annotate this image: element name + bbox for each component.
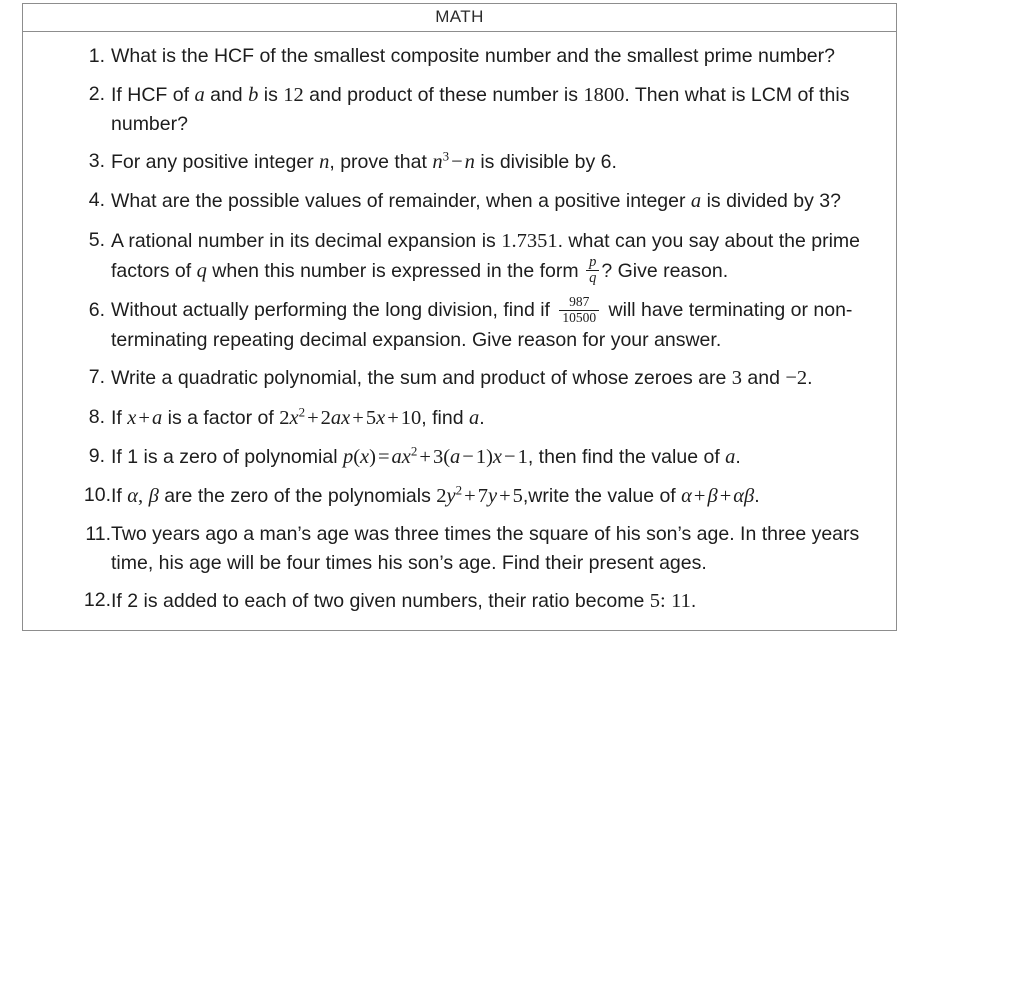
text-fragment: What are the possible values of remainder, when a positive integer bbox=[111, 190, 691, 213]
text-fragment: If bbox=[111, 484, 128, 507]
subject-title: MATH bbox=[23, 4, 897, 32]
math-comma: , bbox=[138, 484, 144, 507]
math-number-1: 1 bbox=[475, 445, 487, 468]
text-fragment: , prove that bbox=[329, 151, 433, 174]
math-variable-x: x bbox=[127, 406, 137, 429]
text-fragment: . what can you say about the prime factors of bbox=[111, 229, 860, 282]
math-exponent: 2 bbox=[410, 443, 418, 459]
fraction-denominator: q bbox=[589, 270, 597, 286]
text-fragment: and bbox=[204, 83, 249, 106]
text-fragment: For any positive integer bbox=[111, 151, 320, 174]
text-fragment: Write a quadratic polynomial, the sum and product of whose zeroes are bbox=[111, 367, 732, 390]
math-variable-a: a bbox=[725, 445, 736, 468]
math-variable-y: y bbox=[446, 484, 456, 507]
text-fragment: , then find the value of bbox=[527, 445, 726, 468]
math-operator-plus: + bbox=[719, 484, 732, 507]
question-item-10 bbox=[33, 481, 878, 511]
question-number-12: 12. bbox=[83, 589, 111, 612]
question-text-8 bbox=[111, 404, 485, 429]
text-fragment: If bbox=[111, 406, 128, 429]
math-fraction-p-over-q bbox=[586, 255, 599, 286]
question-list bbox=[33, 42, 878, 616]
math-operator-plus: + bbox=[499, 484, 511, 507]
math-coefficient: 3 bbox=[432, 445, 444, 468]
text-fragment: is a factor of bbox=[162, 406, 280, 429]
table-body-row bbox=[23, 31, 897, 630]
question-item-6 bbox=[33, 296, 878, 354]
question-item-2 bbox=[33, 80, 878, 139]
question-item-12 bbox=[33, 586, 878, 616]
text-fragment: , find bbox=[421, 406, 469, 429]
math-variable-ax: ax bbox=[330, 406, 351, 429]
question-text-4 bbox=[111, 190, 841, 212]
math-number-5: 5 bbox=[649, 590, 660, 613]
math-exponent: 2 bbox=[455, 482, 463, 498]
math-operator-plus: + bbox=[693, 484, 706, 507]
math-coefficient: 2 bbox=[436, 484, 447, 507]
math-number-5: 5 bbox=[512, 484, 523, 507]
question-item-11 bbox=[33, 520, 878, 577]
question-item-8 bbox=[33, 403, 878, 433]
question-number-2: 2. bbox=[88, 82, 105, 105]
math-ratio-colon: : bbox=[659, 590, 666, 613]
math-operator-equals: = bbox=[377, 445, 390, 468]
math-fraction-987-over-10500 bbox=[559, 295, 599, 324]
question-number-7: 7. bbox=[88, 366, 105, 389]
math-variable-a: a bbox=[151, 406, 163, 429]
math-variable-ax: ax bbox=[391, 445, 411, 468]
math-variable-x: x bbox=[360, 445, 370, 468]
text-fragment: If 2 is added to each of two given numbers, their ratio become bbox=[111, 590, 650, 613]
text-fragment: . bbox=[807, 367, 813, 390]
question-text-12 bbox=[111, 590, 696, 612]
question-item-9 bbox=[33, 442, 878, 472]
math-operator-minus: − bbox=[462, 445, 474, 468]
math-variable-x: x bbox=[289, 406, 299, 429]
text-fragment: and bbox=[741, 367, 786, 390]
math-operator-plus: + bbox=[352, 406, 364, 429]
question-item-4 bbox=[33, 186, 878, 216]
question-number-6: 6. bbox=[88, 299, 105, 322]
question-number-3: 3. bbox=[88, 150, 105, 173]
math-variable-n: n bbox=[432, 151, 443, 174]
text-fragment: are the zero of the polynomials bbox=[158, 484, 437, 507]
text-fragment: If HCF of bbox=[111, 83, 195, 106]
math-operator-plus: + bbox=[387, 406, 399, 429]
question-number-1: 1. bbox=[88, 44, 105, 67]
math-exponent: 2 bbox=[298, 404, 306, 420]
math-number-minus-2: −2 bbox=[785, 367, 808, 390]
question-number-5: 5. bbox=[88, 228, 105, 251]
math-variable-b: b bbox=[248, 83, 259, 106]
question-number-8: 8. bbox=[88, 405, 105, 428]
math-operator-plus: + bbox=[419, 445, 431, 468]
math-variable-a: a bbox=[450, 445, 461, 468]
text-fragment: . bbox=[754, 484, 760, 507]
question-number-4: 4. bbox=[88, 189, 105, 212]
math-number-1800: 1800 bbox=[583, 83, 625, 106]
fraction-denominator: 10500 bbox=[562, 309, 597, 325]
math-variable-alpha: α bbox=[681, 484, 692, 507]
question-number-11: 11. bbox=[85, 522, 111, 545]
math-variable-beta: β bbox=[148, 484, 159, 507]
math-coefficient: 2 bbox=[279, 406, 290, 429]
fraction-numerator: p bbox=[586, 255, 599, 271]
text-fragment: . Then what is LCM of this number? bbox=[111, 83, 850, 135]
question-item-7 bbox=[33, 363, 878, 393]
math-variable-x: x bbox=[376, 406, 386, 429]
question-text-5 bbox=[111, 229, 860, 286]
math-operator-plus: + bbox=[464, 484, 476, 507]
math-number-3: 3 bbox=[731, 367, 742, 390]
fraction-numerator: 987 bbox=[559, 295, 599, 310]
question-item-1 bbox=[33, 42, 878, 71]
question-table bbox=[22, 3, 897, 631]
math-number-11: 11 bbox=[671, 590, 691, 613]
math-variable-a: a bbox=[690, 190, 702, 213]
question-text-1: What is the HCF of the smallest composite number and the smallest prime number? bbox=[111, 44, 835, 67]
math-variable-alpha: α bbox=[127, 484, 139, 507]
text-fragment: . bbox=[690, 590, 697, 613]
text-fragment: Without actually performing the long division, find if bbox=[111, 299, 556, 322]
text-fragment: . bbox=[735, 445, 741, 468]
math-variable-alpha-beta: αβ bbox=[733, 484, 755, 507]
math-variable-n: n bbox=[464, 151, 475, 174]
question-number-10: 10. bbox=[83, 483, 111, 506]
math-paren-close: ) bbox=[486, 445, 493, 468]
question-text-3 bbox=[111, 148, 617, 174]
math-operator-minus: − bbox=[504, 445, 516, 468]
math-coefficient: 7 bbox=[477, 484, 488, 507]
question-text-10 bbox=[111, 482, 760, 507]
math-variable-a: a bbox=[468, 406, 480, 429]
text-fragment: ,write the value of bbox=[522, 484, 682, 507]
math-number-decimal: 1.7351 bbox=[501, 229, 558, 252]
question-text-6 bbox=[111, 294, 853, 351]
text-fragment: ? Give reason. bbox=[601, 259, 729, 282]
math-variable-beta: β bbox=[707, 484, 718, 507]
math-function-p: p bbox=[342, 445, 354, 468]
math-operator-minus: − bbox=[451, 151, 463, 174]
math-coefficient: 2 bbox=[320, 406, 331, 429]
question-text-11: Two years ago a man’s age was three times the square of his son’s age. In three years time, his age will be four times his son’s age. Find their present ages. bbox=[111, 522, 860, 574]
text-fragment: If 1 is a zero of polynomial bbox=[111, 445, 343, 468]
math-operator-plus: + bbox=[307, 406, 319, 429]
math-paren-open: ( bbox=[443, 445, 451, 468]
math-variable-n: n bbox=[319, 151, 330, 174]
math-number-10: 10 bbox=[400, 406, 422, 429]
math-paren-open: ( bbox=[353, 445, 361, 468]
math-variable-y: y bbox=[487, 484, 498, 507]
math-variable-x: x bbox=[492, 445, 503, 468]
question-text-2 bbox=[111, 84, 849, 135]
text-fragment: . bbox=[479, 406, 485, 429]
math-operator-plus: + bbox=[138, 406, 150, 429]
text-fragment: is divided by 3? bbox=[701, 190, 841, 213]
text-fragment: when this number is expressed in the form bbox=[206, 259, 585, 282]
math-paren-close: ) bbox=[369, 445, 376, 468]
question-item-5 bbox=[33, 226, 878, 288]
question-list-cell bbox=[23, 31, 897, 630]
math-number-12: 12 bbox=[283, 83, 304, 106]
text-fragment: and product of these number is bbox=[303, 83, 584, 106]
math-number-1: 1 bbox=[517, 445, 528, 468]
text-fragment: is bbox=[258, 83, 284, 106]
question-text-7 bbox=[111, 367, 813, 389]
math-variable-q: q bbox=[196, 259, 207, 282]
table-header-row bbox=[23, 4, 897, 32]
question-text-9 bbox=[111, 443, 741, 468]
question-number-9: 9. bbox=[88, 444, 105, 467]
math-exponent: 3 bbox=[442, 148, 450, 164]
text-fragment: will have terminating or non-terminating repeating decimal expansion. Give reason for your answer. bbox=[111, 299, 853, 351]
text-fragment: is divisible by 6. bbox=[474, 151, 617, 174]
text-fragment: A rational number in its decimal expansion is bbox=[111, 229, 502, 252]
math-variable-a: a bbox=[194, 83, 205, 106]
math-coefficient: 5 bbox=[365, 406, 377, 429]
question-item-3 bbox=[33, 147, 878, 177]
